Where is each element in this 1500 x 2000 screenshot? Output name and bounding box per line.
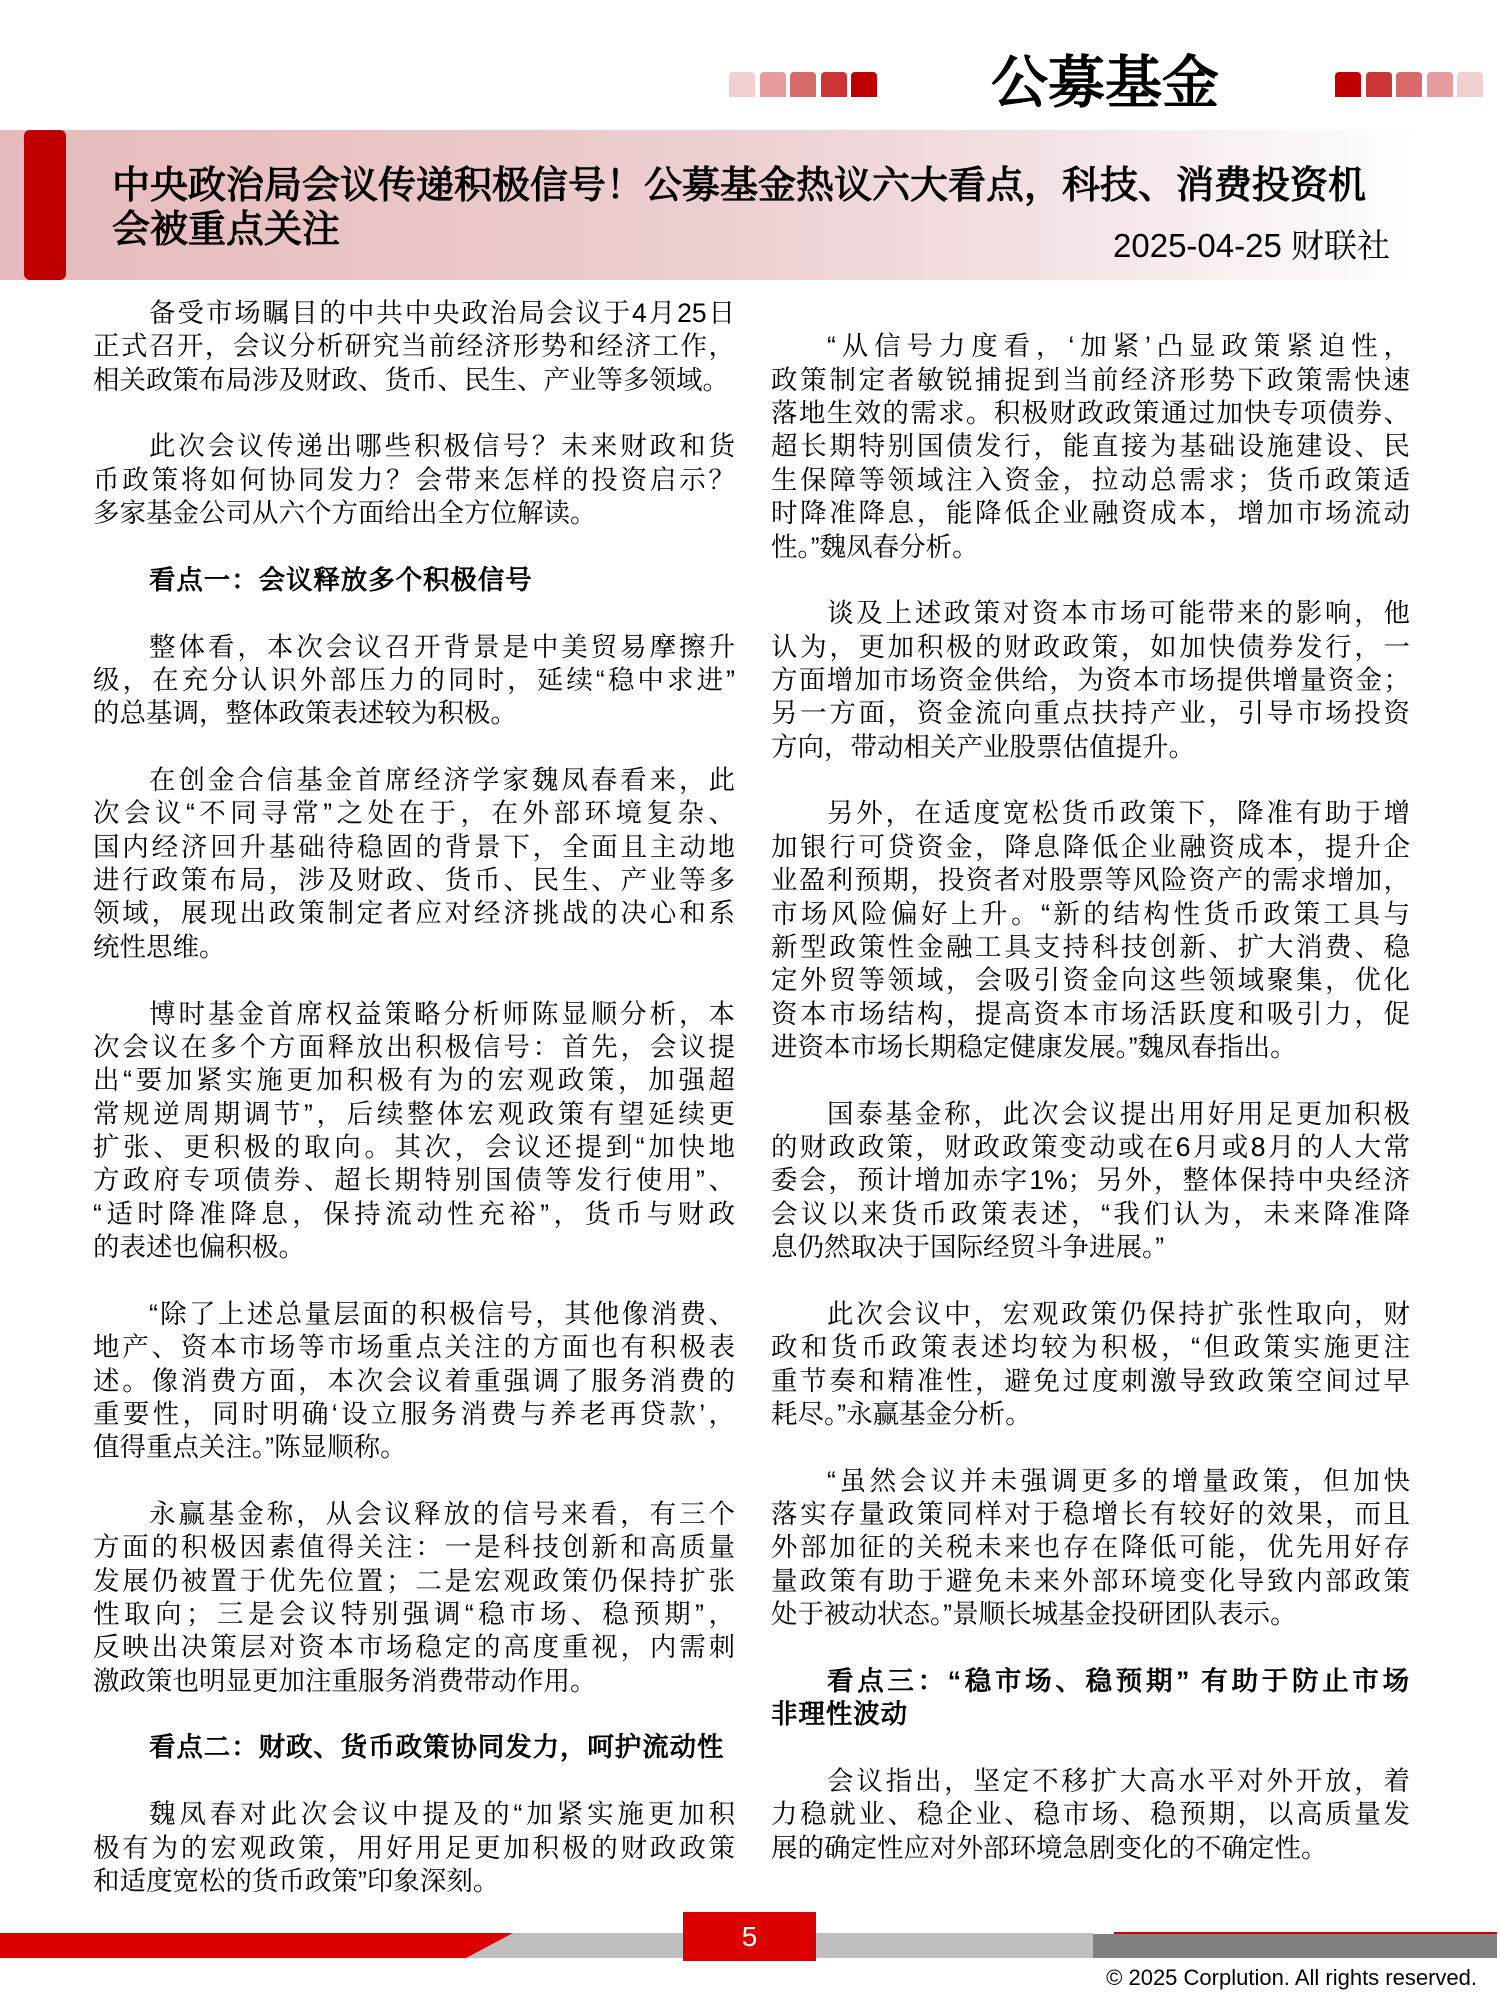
text-line: 在创金合信基金首席经济学家魏凤春看来，此 [149, 765, 735, 796]
text-line: 常规逆周期调节”，后续整体宏观政策有望延续更 [93, 1098, 735, 1129]
text-line: “除了上述总量层面的积极信号，其他像消费、 [149, 1298, 735, 1329]
text-line: 述。像消费方面，本次会议着重强调了服务消费的 [93, 1365, 735, 1396]
text-line: 另一方面，资金流向重点扶持产业，引导市场投资 [771, 698, 1410, 729]
text-line: 魏凤春对此次会议中提及的“加紧实施更加积 [149, 1799, 735, 1830]
text-line: 耗尽。”永赢基金分析。 [771, 1398, 1032, 1429]
article-byline [1113, 228, 1390, 264]
text-line: 的总基调，整体政策表述较为积极。 [93, 698, 517, 729]
text-line: 领域，展现出政策制定者应对经济挑战的决心和系 [93, 898, 735, 929]
decorative-block [851, 72, 877, 97]
text-line: 备受市场瞩目的中共中央政治局会议于4月25日 [149, 298, 735, 328]
footer-accent-line [1114, 1932, 1497, 1934]
paragraph [771, 1098, 1410, 1265]
footer-stripe-red [0, 1933, 513, 1958]
text-line: 此次会议中，宏观政策仍保持扩张性取向，财 [827, 1298, 1410, 1329]
text-line: 另外，在适度宽松货币政策下，降准有助于增 [827, 798, 1410, 829]
text-line: 次会议在多个方面释放出积极信号：首先，会议提 [93, 1031, 735, 1062]
decorative-block [1457, 72, 1483, 97]
text-line: 进资本市场长期稳定健康发展。”魏凤春指出。 [771, 1031, 1297, 1062]
decorative-block [1427, 72, 1453, 97]
text-line: 落实存量政策同样对于稳增长有较好的效果，而且 [771, 1498, 1410, 1529]
text-line: 永赢基金称，从会议释放的信号来看，有三个 [149, 1498, 735, 1529]
text-line: 委会，预计增加赤字1%；另外，整体保持中央经济 [771, 1165, 1410, 1196]
text-line: 处于被动状态。”景顺长城基金投研团队表示。 [771, 1599, 1297, 1630]
text-line: 国泰基金称，此次会议提出用好用足更加积极 [827, 1098, 1410, 1129]
text-line: 激政策也明显更加注重服务消费带动作用。 [93, 1665, 597, 1696]
decorative-block [821, 72, 847, 97]
text-line: 力稳就业、稳企业、稳市场、稳预期，以高质量发 [771, 1799, 1410, 1830]
text-line: 政和货币政策表述均较为积极，“但政策实施更注 [771, 1332, 1410, 1363]
page-number: 5 [683, 1912, 816, 1961]
paragraph [93, 430, 735, 530]
text-line: 重要性，同时明确‘设立服务消费与养老再贷款’， [93, 1398, 735, 1429]
paragraph [93, 764, 735, 964]
text-line: 会议以来货币政策表述，“我们认为，未来降准降 [771, 1198, 1410, 1229]
text-line: 方面增加市场资金供给，为资本市场提供增量资金； [771, 664, 1410, 695]
text-line: 正式召开，会议分析研究当前经济形势和经济工作， [93, 331, 735, 362]
text-line: “适时降准降息，保持流动性充裕”，货币与财政 [93, 1198, 735, 1229]
text-line: 外部加征的关税未来也存在降低可能，优先用好存 [771, 1532, 1410, 1563]
header-decoration-right [1335, 72, 1483, 97]
text-line: 方政府专项债券、超长期特别国债等发行使用”、 [93, 1165, 735, 1196]
decorative-block [1335, 72, 1361, 97]
text-line: 重节奏和精准性，避免过度刺激导致政策空间过早 [771, 1365, 1410, 1396]
paragraph [771, 597, 1410, 764]
text-line: 政策制定者敏锐捕捉到当前经济形势下政策需快速 [771, 364, 1410, 395]
text-line: 认为，更加积极的财政政策，如加快债券发行，一 [771, 631, 1410, 662]
text-line: 市场风险偏好上升。“新的结构性货币政策工具与 [771, 898, 1410, 929]
text-line: 落地生效的需求。积极财政政策通过加快专项债券、 [771, 398, 1410, 429]
text-line: 看点一：会议释放多个积极信号 [149, 564, 533, 595]
text-line: 看点二：财政、货币政策协同发力，呵护流动性 [149, 1732, 725, 1763]
footer-stripe-dark [1093, 1934, 1497, 1958]
text-line: 极有为的宏观政策，用好用足更加积极的财政政策 [93, 1832, 735, 1863]
text-line: “虽然会议并未强调更多的增量政策，但加快 [827, 1465, 1410, 1496]
text-line: 国内经济回升基础待稳固的背景下，全面且主动地 [93, 831, 735, 862]
decorative-block [790, 72, 816, 97]
text-line: 性取向；三是会议特别强调“稳市场、稳预期”， [93, 1599, 735, 1630]
header-decoration-left [729, 72, 877, 97]
text-line: 会议指出，坚定不移扩大高水平对外开放，着 [827, 1765, 1410, 1796]
text-line: 扩张、更积极的取向。其次，会议还提到“加快地 [93, 1131, 735, 1162]
section-heading [771, 1665, 1410, 1732]
text-line: 博时基金首席权益策略分析师陈显顺分析，本 [149, 998, 735, 1029]
text-line: 超长期特别国债发行，能直接为基础设施建设、民 [771, 431, 1410, 462]
text-line: “从信号力度看，‘加紧’凸显政策紧迫性， [827, 331, 1410, 362]
paragraph [93, 1798, 735, 1898]
section-heading [93, 1731, 735, 1764]
text-line: 反映出决策层对资本市场稳定的高度重视，内需刺 [93, 1632, 735, 1663]
section-heading [93, 564, 735, 597]
decorative-block [1366, 72, 1392, 97]
text-line: 看点三：“稳市场、稳预期” 有助于防止市场 [827, 1665, 1410, 1696]
text-line: 进行政策布局，涉及财政、货币、民生、产业等多 [93, 865, 735, 896]
paragraph [771, 1465, 1410, 1632]
paragraph [771, 1298, 1410, 1431]
text-line: 方面的积极因素值得关注：一是科技创新和高质量 [93, 1532, 735, 1563]
decorative-block [1396, 72, 1422, 97]
text-line: 时降准降息，能降低企业融资成本，增加市场流动 [771, 498, 1410, 529]
paragraph [93, 1298, 735, 1465]
paragraph [93, 998, 735, 1265]
text-line: 次会议“不同寻常”之处在于，在外部环境复杂、 [93, 798, 735, 829]
decorative-block [729, 72, 755, 97]
text-line: 非理性波动 [771, 1699, 908, 1730]
section-title: 公募基金 [991, 51, 1219, 115]
article-source: 财联社 [1291, 227, 1390, 264]
text-line: 级，在充分认识外部压力的同时，延续“稳中求进” [93, 664, 735, 695]
text-line: 展的确定性应对外部环境急剧变化的不确定性。 [771, 1832, 1328, 1863]
text-line: 新型政策性金融工具支持科技创新、扩大消费、稳 [771, 931, 1410, 962]
text-line: 值得重点关注。”陈显顺称。 [93, 1432, 407, 1463]
text-line: 的表述也偏积极。 [93, 1232, 305, 1263]
text-line: 方向，带动相关产业股票估值提升。 [771, 731, 1195, 762]
publish-date: 2025-04-25 [1113, 227, 1282, 264]
text-line: 业盈利预期，投资者对股票等风险资产的需求增加， [771, 865, 1410, 896]
text-line: 生保障等领域注入资金，拉动总需求；货币政策适 [771, 464, 1410, 495]
text-line: 量政策有助于避免未来外部环境变化导致内部政策 [771, 1565, 1410, 1596]
text-line: 发展仍被置于优先位置；二是宏观政策仍保持扩张 [93, 1565, 735, 1596]
left-column [93, 297, 735, 1932]
text-line: 统性思维。 [93, 931, 226, 962]
paragraph [771, 1765, 1410, 1865]
text-line: 息仍然取决于国际经贸斗争进展。” [771, 1232, 1165, 1263]
decorative-block [760, 72, 786, 97]
article-title: 中央政治局会议传递积极信号！公募基金热议六大看点，科技、消费投资机会被重点关注 [112, 165, 1367, 251]
text-line: 币政策将如何协同发力？会带来怎样的投资启示？ [93, 464, 735, 495]
text-line: 相关政策布局涉及财政、货币、民生、产业等多领域。 [93, 364, 729, 395]
text-line: 加银行可贷资金，降息降低企业融资成本，提升企 [771, 831, 1410, 862]
paragraph [93, 631, 735, 731]
text-line: 和适度宽松的货币政策”印象深刻。 [93, 1865, 500, 1896]
copyright-notice: © 2025 Corplution. All rights reserved. [1106, 1965, 1477, 1990]
title-accent-bar [24, 130, 66, 280]
text-line: 谈及上述政策对资本市场可能带来的影响，他 [827, 598, 1410, 629]
text-line: 此次会议传递出哪些积极信号？未来财政和货 [149, 431, 735, 462]
text-line: 资本市场结构，提高资本市场活跃度和吸引力，促 [771, 998, 1410, 1029]
paragraph [771, 797, 1410, 1064]
text-line: 地产、资本市场等市场重点关注的方面也有积极表 [93, 1332, 735, 1363]
text-line: 整体看，本次会议召开背景是中美贸易摩擦升 [149, 631, 735, 662]
text-line: 出“要加紧实施更加积极有为的宏观政策，加强超 [93, 1065, 735, 1096]
right-column [771, 330, 1410, 1898]
text-line: 性。”魏凤春分析。 [771, 531, 979, 562]
text-line: 定外贸等领域，会吸引资金向这些领域聚集，优化 [771, 965, 1410, 996]
text-line: 的财政政策，财政政策变动或在6月或8月的人大常 [771, 1132, 1410, 1163]
paragraph [93, 1498, 735, 1698]
text-line: 多家基金公司从六个方面给出全方位解读。 [93, 498, 597, 529]
paragraph [93, 297, 735, 397]
paragraph [771, 330, 1410, 564]
